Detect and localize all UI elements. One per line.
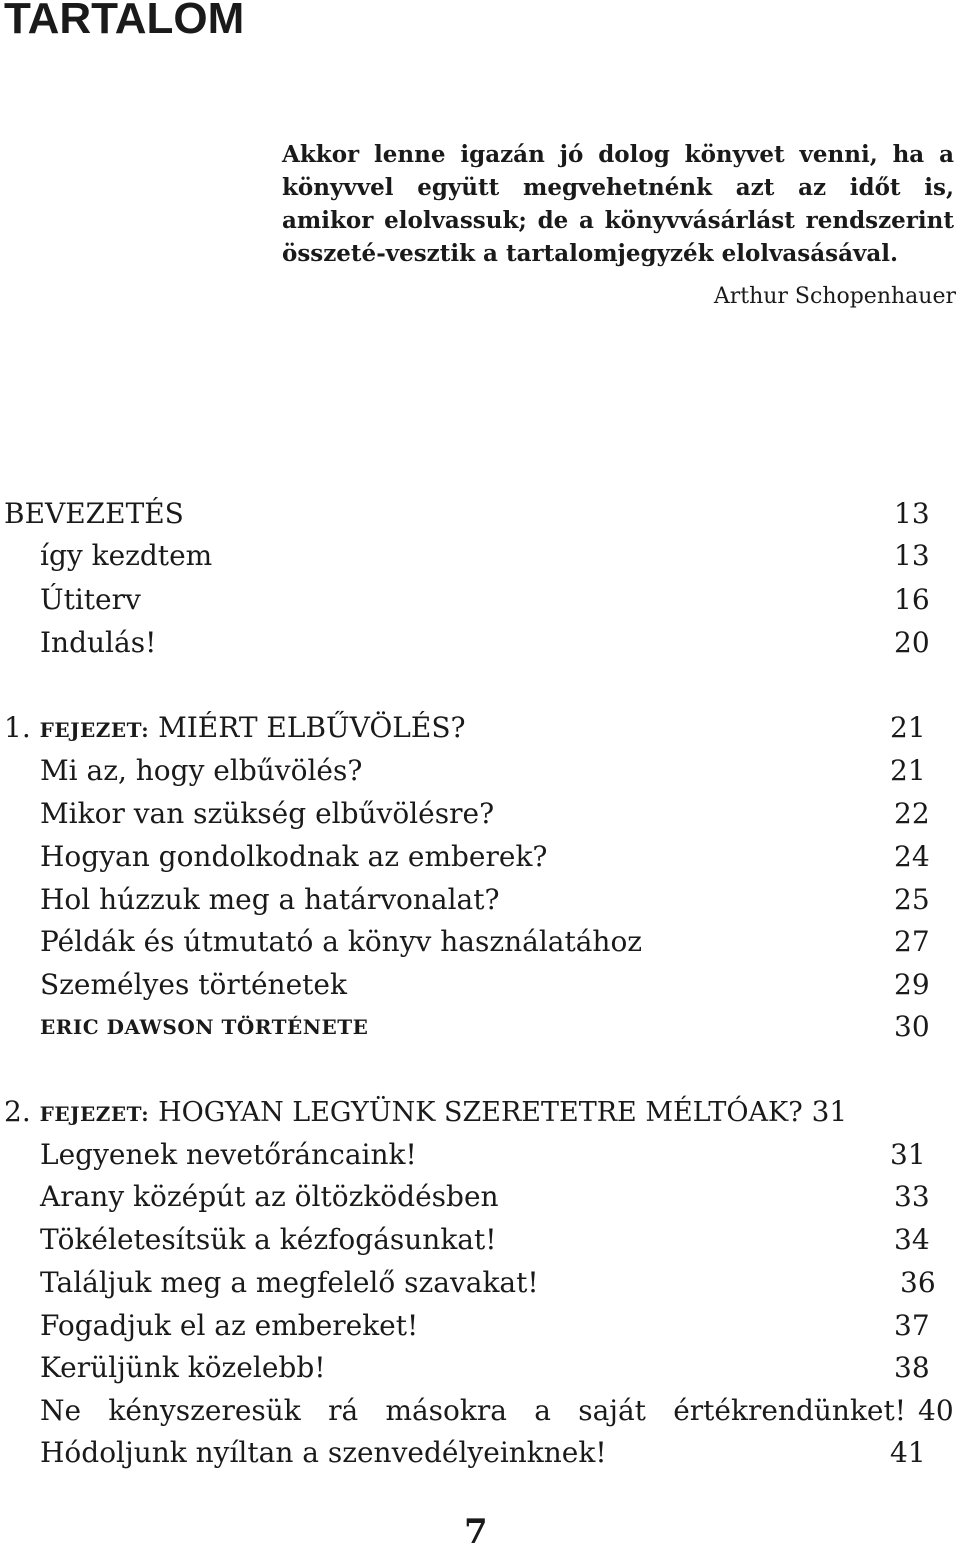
toc-entry-page: 36 [900, 1266, 936, 1299]
page-title: TARTALOM [4, 0, 245, 43]
toc-entry-page: 37 [894, 1309, 930, 1342]
toc-entry-title: Fogadjuk el az embereket! [40, 1309, 419, 1342]
page-number: 7 [464, 1512, 488, 1552]
toc-entry-page: 31 [811, 1095, 848, 1128]
toc-entry-page: 13 [894, 497, 930, 530]
epigraph-quote: Akkor lenne igazán jó dolog könyvet venni, ha a könyvvel együtt megvehetnénk azt az időt is, amikor elolvassuk; de a könyvvásárlást rendszerint összeté-vesztik a tartalomjegyzék elolvasásával. [282, 141, 954, 267]
toc-entry-title: Mi az, hogy elbűvölés? [40, 754, 363, 787]
toc-entry-title: Mikor van szükség elbűvölésre? [40, 797, 495, 830]
toc-entry-title: Legyenek nevetőráncaink! [40, 1138, 417, 1171]
toc-entry-title: Hódoljunk nyíltan a szenvedélyeinknek! [40, 1436, 607, 1469]
toc-entry-page: 38 [894, 1351, 930, 1384]
toc-entry-title: Találjuk meg a megfelelő szavakat! [40, 1266, 539, 1299]
toc-entry-title: ERIC DAWSON TÖRTÉNETE [40, 1015, 369, 1039]
chapter-title: MIÉRT ELBŰVÖLÉS? [158, 711, 466, 744]
toc-entry-page: 34 [894, 1223, 930, 1256]
toc-entry-page: 20 [894, 626, 930, 659]
toc-entry-title: Kerüljünk közelebb! [40, 1351, 326, 1384]
toc-entry-title: Indulás! [40, 626, 157, 659]
toc-entry-title: Személyes történetek [40, 968, 347, 1001]
toc-entry-page: 16 [894, 583, 930, 616]
toc-entry-page: 21 [890, 711, 926, 744]
chapter-label: FEJEZET: [39, 1102, 150, 1126]
toc-entry-page: 13 [894, 539, 930, 572]
toc-entry-page: 25 [894, 883, 930, 916]
toc-entry-title: Ne kényszeresük rá másokra a saját értékrendünket! [40, 1394, 906, 1427]
toc-entry-title: Útiterv [40, 583, 141, 616]
chapter-number: 1. [4, 711, 31, 744]
epigraph-author: Arthur Schopenhauer [713, 284, 956, 309]
toc-entry-title: Hol húzzuk meg a határvonalat? [40, 883, 500, 916]
toc-entry-page: 29 [894, 968, 930, 1001]
toc-entry-title: Tökéletesítsük a kézfogásunkat! [40, 1223, 497, 1256]
toc-entry-page: 27 [894, 925, 930, 958]
toc-entry-page: 41 [890, 1436, 926, 1469]
toc-entry-page: 30 [894, 1010, 930, 1043]
toc-entry-title: Példák és útmutató a könyv használatához [40, 925, 643, 958]
toc-entry-page: 22 [894, 797, 930, 830]
toc-entry-page: 40 [918, 1394, 954, 1427]
chapter-title: HOGYAN LEGYÜNK SZERETETRE MÉLTÓAK? [158, 1097, 803, 1128]
toc-entry-page: 31 [890, 1138, 926, 1171]
chapter-label: FEJEZET: [39, 718, 150, 742]
toc-entry-page: 21 [890, 754, 926, 787]
chapter-number: 2. [4, 1095, 31, 1128]
toc-entry-title: így kezdtem [40, 539, 213, 572]
toc-entry-title: Arany középút az öltözködésben [40, 1180, 499, 1213]
toc-entry-page: 33 [894, 1180, 930, 1213]
toc-entry-page: 24 [894, 840, 930, 873]
toc-entry-title: Hogyan gondolkodnak az emberek? [40, 840, 548, 873]
toc-entry-title: BEVEZETÉS [4, 497, 184, 530]
